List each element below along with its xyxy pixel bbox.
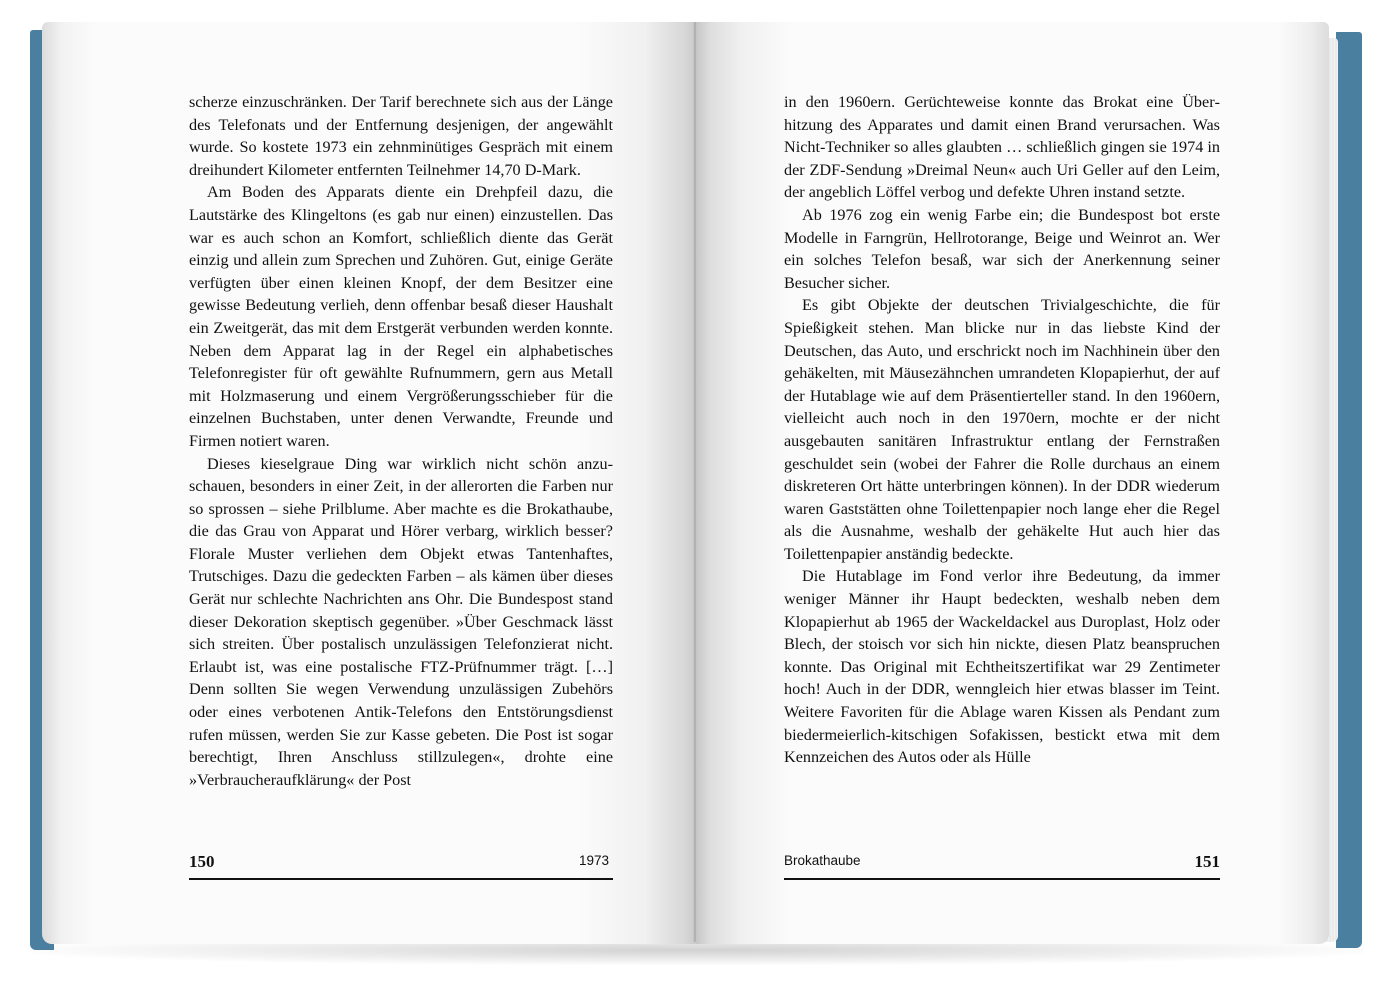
- page-number: 150: [189, 852, 215, 871]
- paragraph: in den 1960ern. Gerüchteweise konnte das Brokat eine Überhitzung des Apparates und damit einen Brand verursachen. Was Nicht-Techniker so alles glaubten … schließlich gingen sie 1974 in der ZDF-Sendung »Dreimal Neun« auch Uri Geller auf den Leim, der angeblich Löffel verbog und defekte Uhren instand setzte.: [784, 93, 1220, 202]
- book-gutter: [693, 22, 697, 942]
- paragraph: Dieses kieselgraue Ding war wirklich nicht schön anzuschauen, besonders in einer Zeit, in der allerorten die Farben nur so sprossen – siehe Prilblume. Aber machte es die Brokathaube, die das Grau von Apparat und Hörer verbarg, wirklich besser? Florale Muster verliehen dem Objekt etwas Tantenhaftes, Trutschiges. Dazu die gedeckten Farben – als kämen über dieses Gerät nur schlechte Nachrichten ans Ohr. Die Bundespost stand dieser Dekoration skeptisch gegenüber. »Über Geschmack lässt sich streiten. Über postalisch unzulässigen Telefonzierat nicht. Erlaubt ist, was eine postalische FTZ-Prüfnummer trägt. […] Denn sollten Sie wegen Verwendung unzulässigen Zubehörs oder eines verbotenen Antik-Telefons den Entstörungsdienst rufen müssen, werden Sie zur Kasse gebeten. Die Post ist sogar berechtigt, Ihren Anschluss stillzulegen«, drohte eine »Verbraucheraufklärung« der Post: [189, 454, 613, 789]
- book-cover-right: [1336, 32, 1362, 948]
- paragraph: Die Hutablage im Fond verlor ihre Bedeutung, da immer weniger Männer ihr Haupt bedeckten, weshalb neben dem Klopapierhut ab 1965 der Wackeldackel aus Duroplast, Holz oder Blech, der stoisch vor sich hin nickte, diesen Platz beanspruchen konnte. Das Original mit Echtheitszertifikat war 29 Zentimeter hoch! Auch in der DDR, wenngleich hier etwas blasser im Teint. Weitere Favoriten für die Ablage waren Kissen als Pendant zum biedermeierlich-kitschigen Sofakissen, bestickt etwa mit dem Kennzeichen des Autos oder als Hülle: [784, 567, 1220, 767]
- running-head: Brokathaube: [784, 853, 861, 868]
- page-number: 151: [1194, 852, 1220, 871]
- right-page-footer: [784, 852, 1220, 878]
- paragraph: scherze einzuschränken. Der Tarif berechnete sich aus der Länge des Telefonats und der Entfernung desjenigen, der angewählt wurde. So kostete 1973 ein zehnminütiges Gespräch mit einem dreihundert Kilometer entfernten Teilnehmer 14,70 D-Mark.: [189, 93, 613, 179]
- running-head: 1973: [578, 853, 609, 868]
- paragraph: Am Boden des Apparats diente ein Drehpfeil dazu, die Lautstärke des Klingeltons (es gab nur einen) einzustellen. Das war es auch schon an Komfort, schließlich diente das Gerät einzig und allein zum Sprechen und Zuhören. Gut, einige Geräte verfügten über einen kleinen Knopf, der dem Besitzer eine gewisse Bedeutung verlieh, denn offenbar besaß dieser Haushalt ein Zweitgerät, das mit dem Erstgerät verbunden werden konnte. Neben dem Apparat lag in der Regel ein alphabetisches Telefonregister für oft gewählte Rufnummern, gern aus Metall mit Holzmaserung und einem Vergrößerungsschieber für die einzelnen Buchstaben, unter denen Verwandte, Freunde und Firmen notiert waren.: [189, 183, 613, 450]
- left-page-footer: [189, 852, 613, 878]
- left-page-body: [189, 91, 613, 791]
- paragraph: Es gibt Objekte der deutschen Trivialgeschichte, die für Spießigkeit stehen. Man blicke nur in das liebste Kind der Deutschen, das Auto, und erschrickt noch im Nachhinein über den gehäkelten, mit Mäusezähnchen umrandeten Klopapierhut, der auf der Hutablage wie auf dem Präsentierteller stand. In den 1960ern, vielleicht auch noch in den 1970ern, mochte er der nicht ausgebauten sanitären Infrastruktur entlang der Fernstraßen geschuldet sein (wobei der Fahrer die Rolle durchaus an einem diskreteren Ort hätte unterbringen können). In der DDR wiederum waren Gaststätten ohne Toilettenpapier noch lange eher die Regel als die Ausnahme, weshalb der gehäkelte Hut auch hier das Toilettenpapier anständig bedeckte.: [784, 296, 1220, 563]
- footer-rule: [189, 878, 613, 880]
- footer-rule: [784, 878, 1220, 880]
- paragraph: Ab 1976 zog ein wenig Farbe ein; die Bundespost bot erste Modelle in Farngrün, Hellrotorange, Beige und Weinrot an. Wer ein solches Telefon besaß, war sich der Anerkennung seiner Besucher sicher.: [784, 205, 1220, 292]
- right-page-body: [784, 91, 1220, 769]
